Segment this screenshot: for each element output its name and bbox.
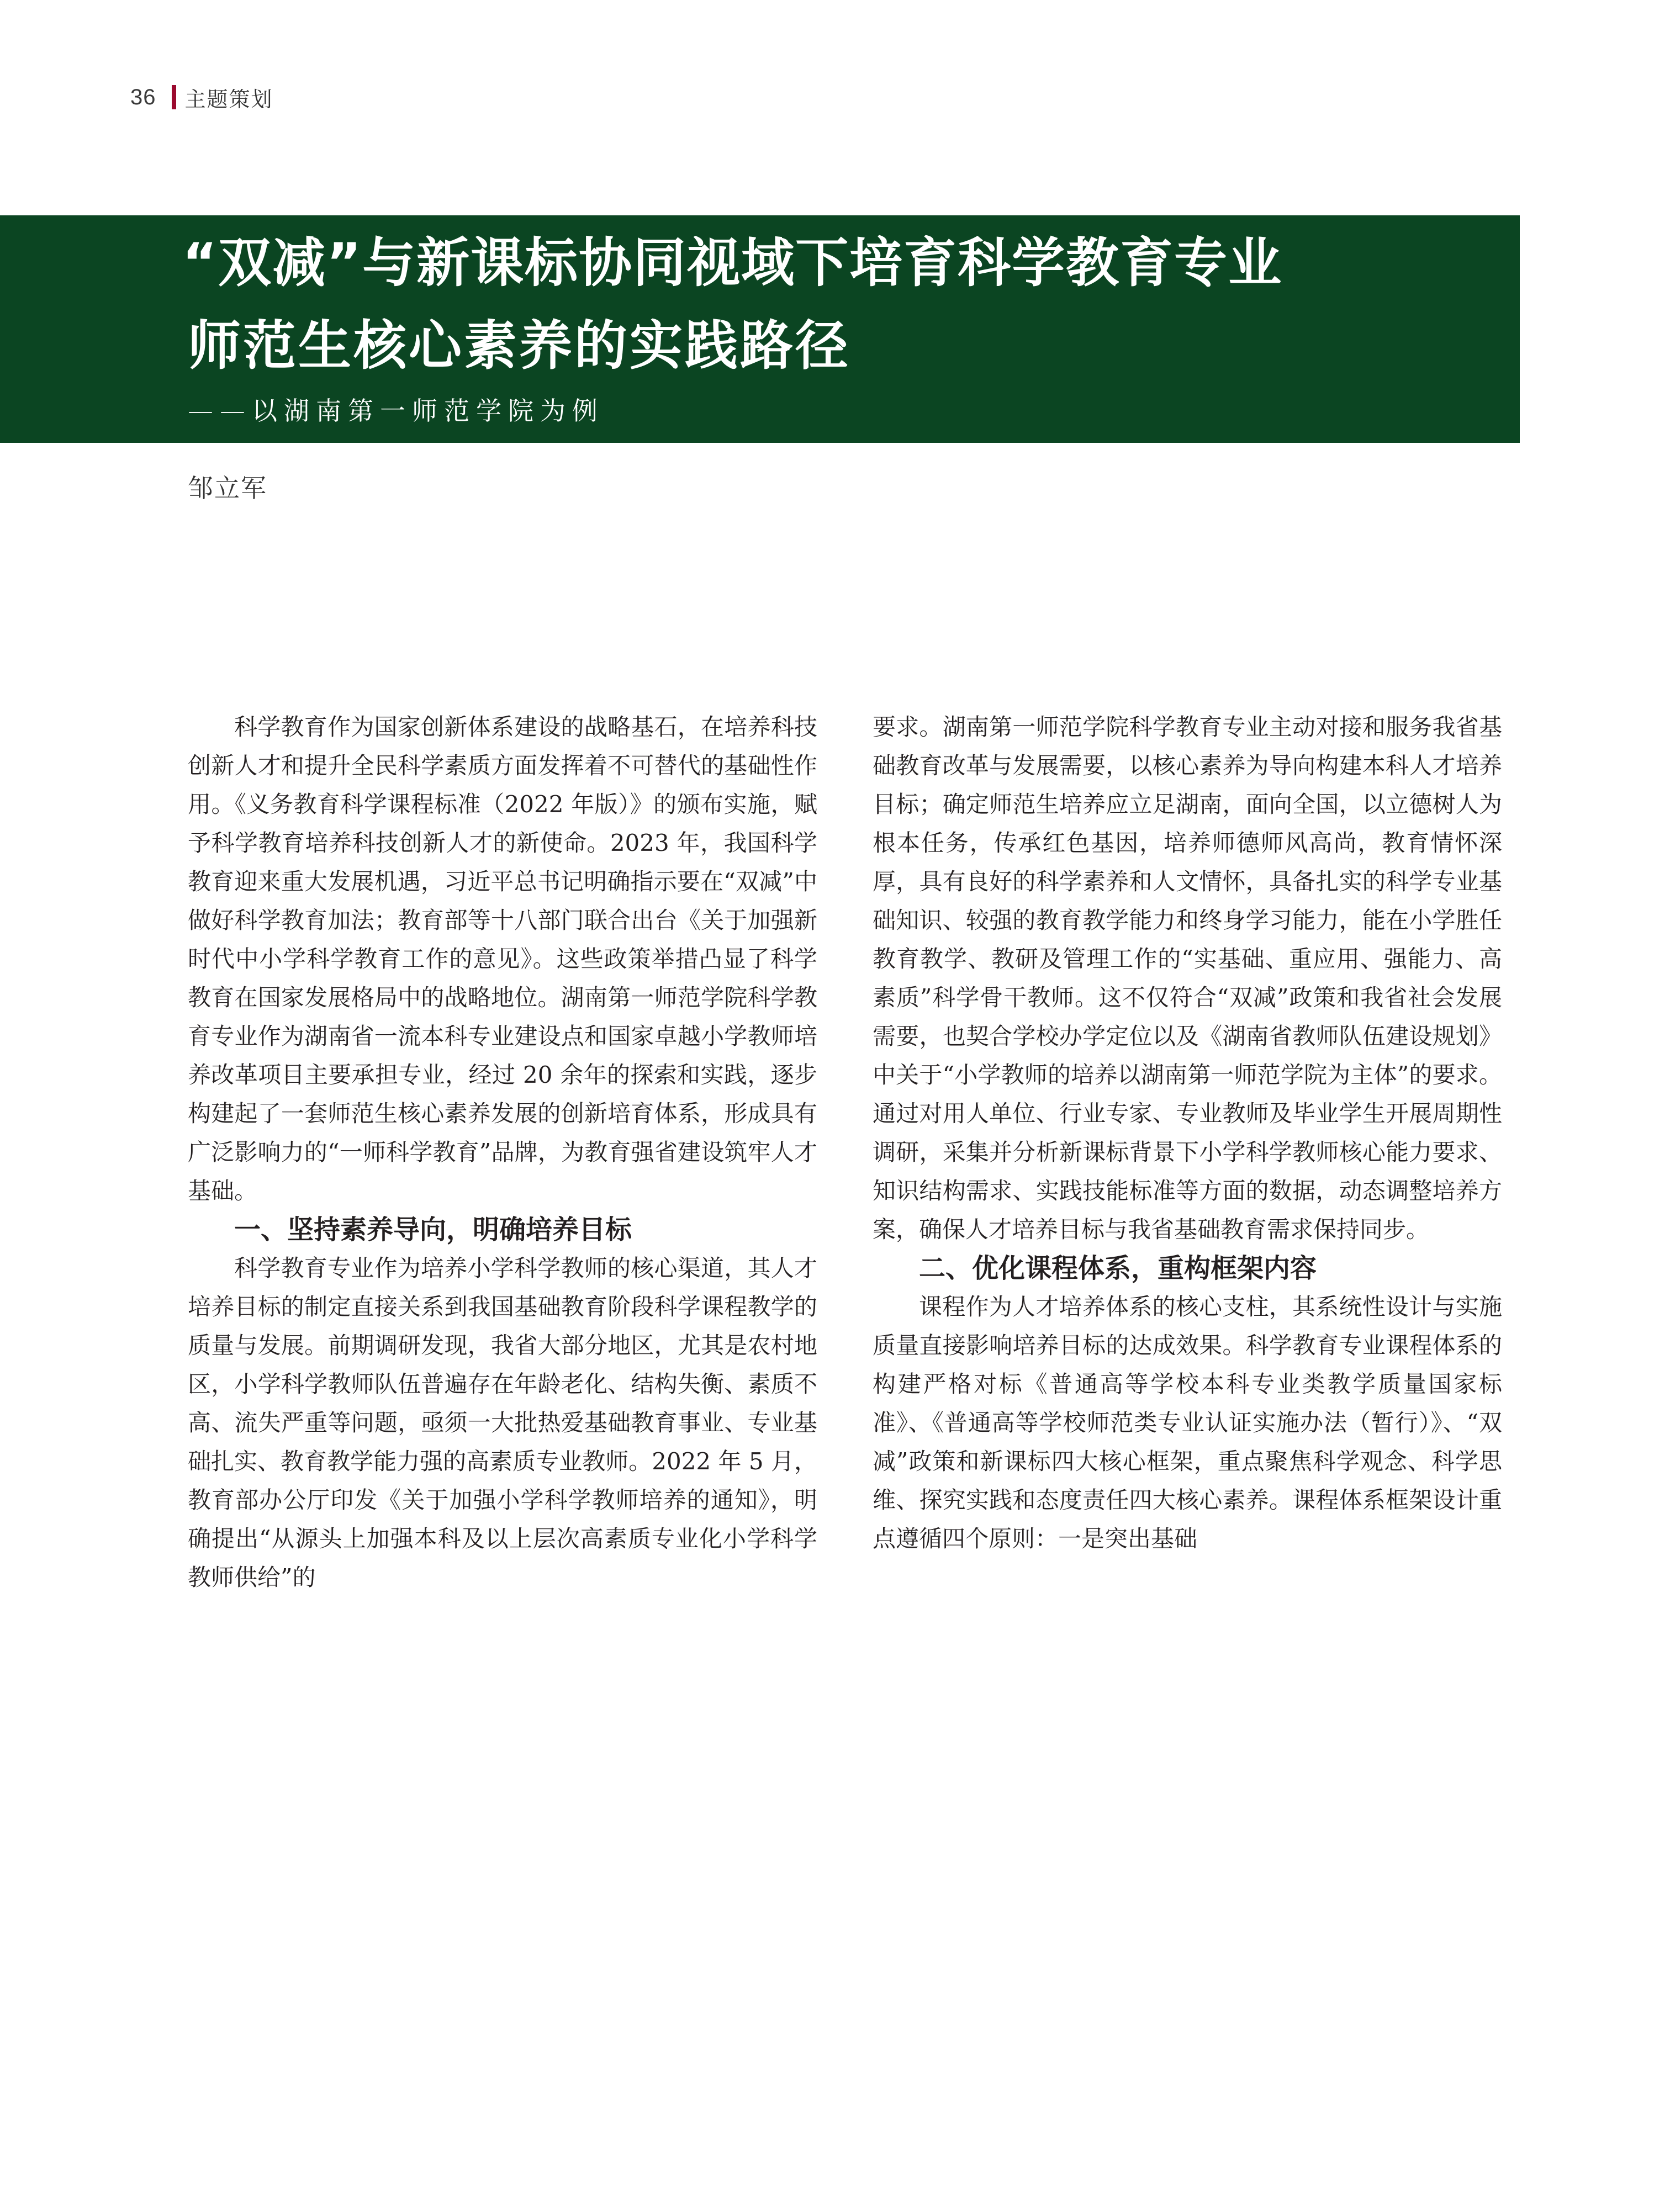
- page-header: [130, 81, 273, 114]
- continued-paragraph: 要求。湖南第一师范学院科学教育专业主动对接和服务我省基础教育改革与发展需要，以核心素养为导向构建本科人才培养目标；确定师范生培养应立足湖南，面向全国，以立德树人为根本任务，传承红色基因，培养师德师风高尚，教育情怀深厚，具有良好的科学素养和人文情怀，具备扎实的科学专业基础知识、较强的教育教学能力和终身学习能力，能在小学胜任教育教学、教研及管理工作的“实基础、重应用、强能力、高素质”科学骨干教师。这不仅符合“双减”政策和我省社会发展需要，也契合学校办学定位以及《湖南省教师队伍建设规划》中关于“小学教师的培养以湖南第一师范学院为主体”的要求。通过对用人单位、行业专家、专业教师及毕业学生开展周期性调研，采集并分析新课标背景下小学科学教师核心能力要求、知识结构需求、实践技能标准等方面的数据，动态调整培养方案，确保人才培养目标与我省基础教育需求保持同步。: [873, 713, 1502, 1243]
- title-banner: [0, 215, 1520, 443]
- section-divider-bar: [172, 85, 176, 109]
- article-subtitle: ——以湖南第一师范学院为例: [188, 396, 604, 426]
- author-name: 邹立军: [188, 473, 267, 503]
- section-1-paragraph: 科学教育专业作为培养小学科学教师的核心渠道，其人才培养目标的制定直接关系到我国基础教育阶段科学课程教学的质量与发展。前期调研发现，我省大部分地区，尤其是农村地区，小学科学教师队伍普遍存在年龄老化、结构失衡、素质不高、流失严重等问题，亟须一大批热爱基础教育事业、专业基础扎实、教育教学能力强的高素质专业教师。2022 年 5 月，教育部办公厅印发《关于加强小学科学教师培养的通知》，明确提出“从源头上加强本科及以上层次高素质专业化小学科学教师供给”的: [188, 1255, 817, 1591]
- page-number: 36: [130, 84, 156, 109]
- section-2-paragraph: 课程作为人才培养体系的核心支柱，其系统性设计与实施质量直接影响培养目标的达成效果。科学教育专业课程体系的构建严格对标《普通高等学校本科专业类教学质量国家标准》、《普通高等学校师范类专业认证实施办法（暂行）》、“双减”政策和新课标四大核心框架，重点聚焦科学观念、科学思维、探究实践和态度责任四大核心素养。课程体系框架设计重点遵循四个原则：一是突出基础: [873, 1293, 1502, 1552]
- article-title-line-1: “双减”与新课标协同视域下培育科学教育专业: [182, 232, 1283, 294]
- right-column: [873, 708, 1502, 1558]
- article-title-line-2: 师范生核心素养的实践路径: [188, 315, 850, 377]
- section-2-heading: 二、优化课程体系，重构框架内容: [919, 1253, 1317, 1284]
- section-1-heading: 一、坚持素养导向，明确培养目标: [234, 1214, 632, 1245]
- intro-paragraph: 科学教育作为国家创新体系建设的战略基石，在培养科技创新人才和提升全民科学素质方面发挥着不可替代的基础性作用。《义务教育科学课程标准（2022 年版）》的颁布实施，赋予科学教育培养科技创新人才的新使命。2023 年，我国科学教育迎来重大发展机遇，习近平总书记明确指示要在“双减”中做好科学教育加法；教育部等十八部门联合出台《关于加强新时代中小学科学教育工作的意见》。这些政策举措凸显了科学教育在国家发展格局中的战略地位。湖南第一师范学院科学教育专业作为湖南省一流本科专业建设点和国家卓越小学教师培养改革项目主要承担专业，经过 20 余年的探索和实践，逐步构建起了一套师范生核心素养发展的创新培育体系，形成具有广泛影响力的“一师科学教育”品牌，为教育强省建设筑牢人才基础。: [188, 713, 817, 1204]
- section-name: 主题策划: [184, 87, 273, 112]
- left-column: [188, 708, 817, 1597]
